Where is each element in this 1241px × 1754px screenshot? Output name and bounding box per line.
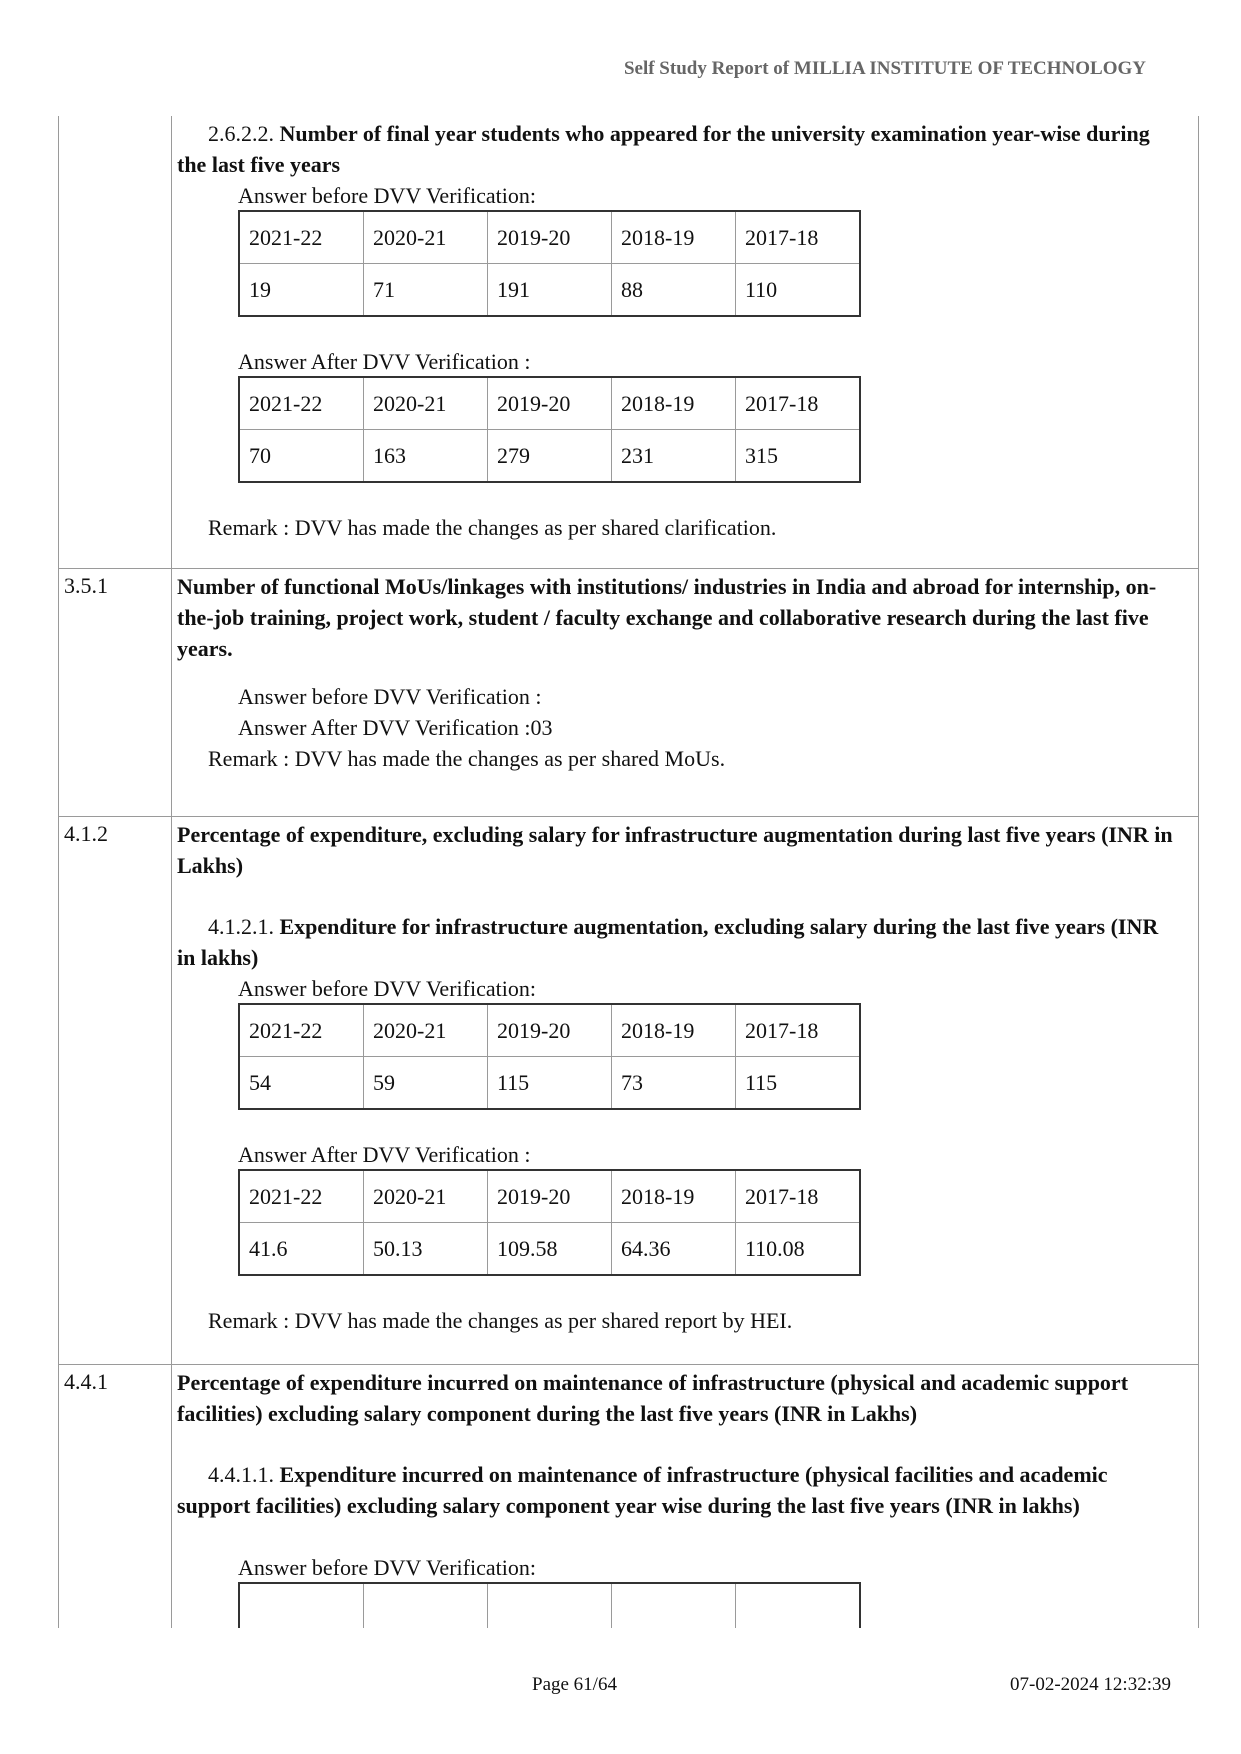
before-label: Answer before DVV Verification: [238,976,536,1001]
value-cell: 70 [239,430,364,483]
before-label: Answer before DVV Verification: [238,1555,536,1580]
value-cell: 64.36 [612,1223,736,1276]
year-cell: 2018-19 [612,1004,736,1057]
year-cell: 2020-21 [364,1004,488,1057]
year-cell: 2018-19 [612,211,736,264]
sub-metric-heading [177,1459,1177,1521]
table-row [59,568,1198,817]
column-divider [171,569,172,817]
table-row [59,116,1198,568]
report-header: Self Study Report of MILLIA INSTITUTE OF TECHNOLOGY [623,58,1146,79]
remark: Remark : DVV has made the changes as per shared MoUs. [208,746,726,771]
year-cell: 2021-22 [239,1004,364,1057]
year-cell: 2017-18 [736,377,861,430]
after-values-table [238,1169,861,1276]
metric-number: 4.4.1 [64,1369,108,1394]
sub-metric-heading [177,911,1177,973]
column-divider [171,1365,172,1628]
empty-cell [364,1583,488,1628]
year-cell: 2019-20 [488,1004,612,1057]
before-label: Answer before DVV Verification: [238,183,536,208]
sub-metric-number: 4.1.2.1. [208,914,274,939]
metric-number: 4.1.2 [64,821,108,846]
year-cell: 2021-22 [239,377,364,430]
year-cell: 2017-18 [736,1170,861,1223]
metric-number: 3.5.1 [64,573,108,598]
column-divider [171,116,172,568]
year-cell: 2019-20 [488,1170,612,1223]
value-cell: 115 [488,1057,612,1110]
value-cell: 279 [488,430,612,483]
remark: Remark : DVV has made the changes as per shared clarification. [208,515,777,540]
after-label: Answer After DVV Verification : [238,349,531,374]
empty-cell [612,1583,736,1628]
metric-title: Number of functional MoUs/linkages with institutions/ industries in India and abroad for internship, on-the-job training, project work, student / faculty exchange and collaborative research during the last five years. [177,574,1157,661]
value-cell: 163 [364,430,488,483]
sub-metric-number: 2.6.2.2. [208,121,274,146]
table-row [59,1364,1198,1628]
after-label: Answer After DVV Verification : [238,1142,531,1167]
empty-cell [488,1583,612,1628]
year-cell: 2017-18 [736,1004,861,1057]
value-cell: 71 [364,264,488,317]
after-values-table [238,376,861,483]
metric-title: Percentage of expenditure incurred on maintenance of infrastructure (physical and academic support facilities) excluding salary component during the last five years (INR in Lakhs) [177,1370,1129,1426]
year-cell: 2021-22 [239,1170,364,1223]
value-cell: 191 [488,264,612,317]
metrics-table [58,116,1199,1628]
year-cell: 2018-19 [612,1170,736,1223]
sub-metric-heading [177,118,1177,180]
value-cell: 19 [239,264,364,317]
sub-metric-number: 4.4.1.1. [208,1462,274,1487]
before-label: Answer before DVV Verification : [238,684,542,709]
year-cell: 2017-18 [736,211,861,264]
before-values-table [238,210,861,317]
year-cell: 2020-21 [364,211,488,264]
value-cell: 59 [364,1057,488,1110]
table-row [59,816,1198,1365]
year-cell: 2019-20 [488,377,612,430]
value-cell: 41.6 [239,1223,364,1276]
before-values-table [238,1582,861,1628]
value-cell: 315 [736,430,861,483]
after-label: Answer After DVV Verification :03 [238,715,553,740]
empty-cell [736,1583,861,1628]
value-cell: 73 [612,1057,736,1110]
sub-metric-title: Expenditure incurred on maintenance of infrastructure (physical facilities and academic support facilities) excluding salary component year wise during the last five years (INR in lakhs) [177,1462,1108,1518]
year-cell: 2018-19 [612,377,736,430]
value-cell: 88 [612,264,736,317]
metric-title: Percentage of expenditure, excluding salary for infrastructure augmentation during last five years (INR in Lakhs) [177,822,1173,878]
remark: Remark : DVV has made the changes as per shared report by HEI. [208,1308,793,1333]
sub-metric-title: Number of final year students who appeared for the university examination year-wise during the last five years [177,121,1150,177]
print-datetime: 07-02-2024 12:32:39 [1010,1674,1171,1695]
column-divider [171,817,172,1365]
sub-metric-title: Expenditure for infrastructure augmentation, excluding salary during the last five years (INR in lakhs) [177,914,1159,970]
value-cell: 54 [239,1057,364,1110]
empty-cell [239,1583,364,1628]
page-number: Page 61/64 [532,1674,617,1695]
year-cell: 2020-21 [364,1170,488,1223]
value-cell: 110 [736,264,861,317]
value-cell: 109.58 [488,1223,612,1276]
year-cell: 2019-20 [488,211,612,264]
value-cell: 115 [736,1057,861,1110]
value-cell: 231 [612,430,736,483]
year-cell: 2021-22 [239,211,364,264]
year-cell: 2020-21 [364,377,488,430]
value-cell: 110.08 [736,1223,861,1276]
before-values-table [238,1003,861,1110]
value-cell: 50.13 [364,1223,488,1276]
